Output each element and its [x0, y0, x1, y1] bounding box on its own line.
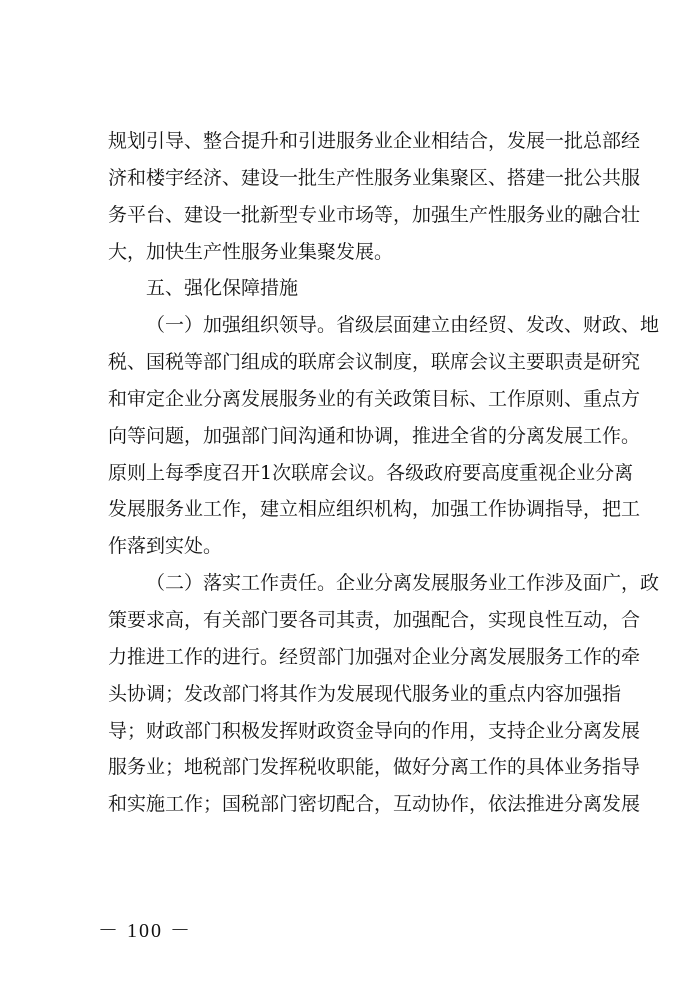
paragraph-line: 头协调；发改部门将其作为发展现代服务业的重点内容加强指	[108, 682, 622, 705]
paragraph-line: 策要求高，有关部门要各司其责，加强配合，实现良性互动，合	[108, 608, 641, 631]
document-body	[108, 123, 660, 823]
paragraph-line: 发展服务业工作，建立相应组织机构，加强工作协调指导，把工	[108, 498, 641, 521]
paragraph-line: 原则上每季度召开1次联席会议。各级政府要高度重视企业分离	[108, 461, 634, 484]
paragraph-line: 服务业；地税部门发挥税收职能，做好分离工作的具体业务指导	[108, 756, 641, 779]
paragraph-line: 力推进工作的进行。经贸部门加强对企业分离发展服务工作的牵	[108, 645, 641, 668]
page-number: － 100 －	[98, 920, 192, 942]
paragraph-line: 大，加快生产性服务业集聚发展。	[108, 240, 394, 263]
paragraph-line: （二）落实工作责任。企业分离发展服务业工作涉及面广，政	[146, 572, 660, 595]
paragraph-line: 济和楼宇经济、建设一批生产性服务业集聚区、搭建一批公共服	[108, 166, 641, 189]
paragraph-line: 和实施工作；国税部门密切配合，互动协作，依法推进分离发展	[108, 793, 641, 816]
paragraph-line: 导；财政部门积极发挥财政资金导向的作用，支持企业分离发展	[108, 719, 641, 742]
paragraph-line: 务平台、建设一批新型专业市场等，加强生产性服务业的融合壮	[108, 203, 641, 226]
paragraph-line: 作落到实处。	[108, 535, 223, 558]
paragraph-line: （一）加强组织领导。省级层面建立由经贸、发改、财政、地	[146, 314, 660, 337]
section-heading: 五、强化保障措施	[146, 277, 299, 300]
paragraph-line: 规划引导、整合提升和引进服务业企业相结合，发展一批总部经	[108, 130, 641, 152]
paragraph-line: 向等问题，加强部门间沟通和协调，推进全省的分离发展工作。	[108, 424, 641, 447]
paragraph-line: 税、国税等部门组成的联席会议制度，联席会议主要职责是研究	[108, 351, 641, 374]
paragraph-line: 和审定企业分离发展服务业的有关政策目标、工作原则、重点方	[108, 387, 641, 410]
